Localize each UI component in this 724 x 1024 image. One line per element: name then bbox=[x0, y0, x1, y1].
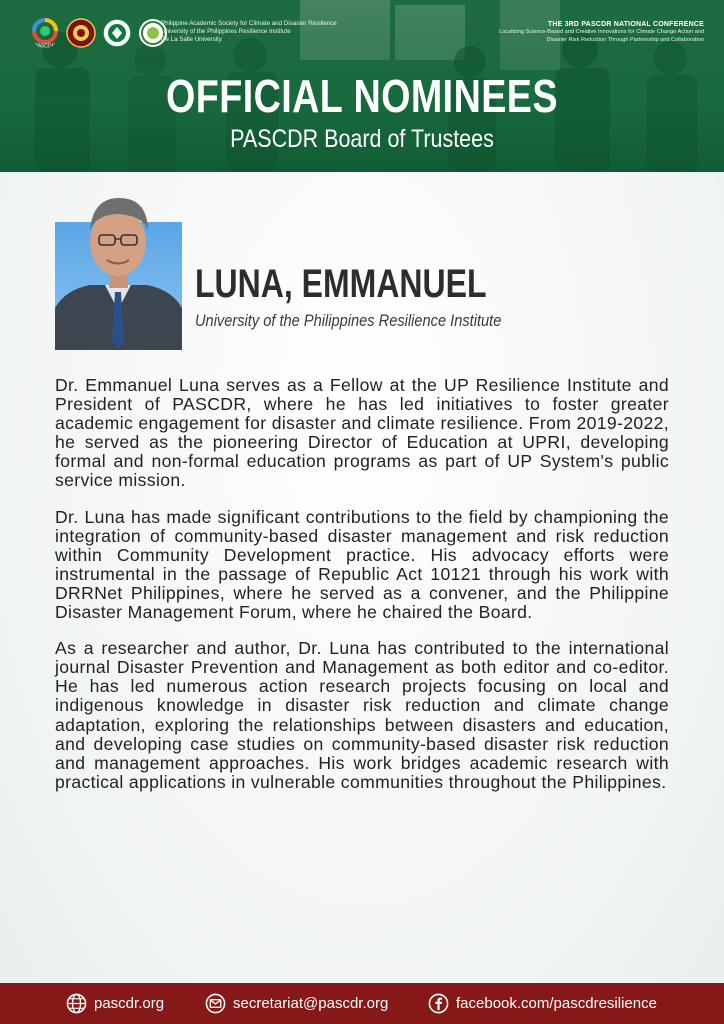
bio-paragraph: Dr. Luna has made significant contributions to the field by championing the integration of community-based disaster management and risk reduction within Community Development practice. His advocacy efforts were instrumental in the passage of Republic Act 10121 through his work with DRRNet Philippines, where he served as a convener, and the Philippine Disaster Management Forum, where he chaired the Board. bbox=[55, 506, 669, 623]
page-title: OFFICIAL NOMINEES bbox=[166, 70, 558, 122]
bio-paragraph: Dr. Emmanuel Luna serves as a Fellow at the UP Resilience Institute and President of PASCDR, where he has led initiatives to foster greater academic engagement for disaster and climate resilience. From 2019-2022, he served as the pioneering Director of Education at UPRI, developing formal and non-formal education programs as part of UP System's public service mission. bbox=[55, 375, 669, 491]
org-line: De La Salle University bbox=[161, 36, 222, 44]
header-banner bbox=[0, 0, 724, 172]
organizer-text bbox=[161, 20, 337, 45]
up-seal-icon bbox=[66, 18, 96, 48]
facebook-icon bbox=[428, 993, 449, 1014]
footer-bar bbox=[0, 983, 724, 1024]
website-text: pascdr.org bbox=[94, 995, 165, 1012]
pascdr-logo-icon bbox=[30, 18, 60, 48]
facebook-text: facebook.com/pascdresilience bbox=[456, 995, 657, 1012]
partner-logos bbox=[30, 18, 168, 48]
conference-subtitle-line: Localizing Science-Based and Creative Innovations for Climate Change Action and bbox=[499, 29, 704, 35]
conference-info bbox=[499, 20, 704, 44]
conference-subtitle-line: Disaster Risk Reduction Through Partnership and Collaboration bbox=[546, 36, 704, 43]
org-line: University of the Philippines Resilience Institute bbox=[161, 28, 291, 36]
bio-paragraph: As a researcher and author, Dr. Luna has contributed to the international journal Disaster Prevention and Management as both editor and co-editor. He has led numerous action research projects focusing on local and indigenous knowledge in disaster risk reduction and climate change adaptation, exploring the relationships between disasters and education, and developing case studies on community-based disaster risk reduction and management approaches. His work bridges academic research with practical applications in vulnerable communities throughout the Philippines. bbox=[55, 638, 669, 792]
email-link[interactable] bbox=[205, 993, 388, 1014]
globe-icon bbox=[66, 993, 87, 1014]
org-line: Philippine Academic Society for Climate and Disaster Resilience bbox=[161, 20, 337, 27]
nominee-portrait bbox=[55, 190, 182, 350]
nominee-name: LUNA, EMMANUEL bbox=[195, 262, 487, 306]
svg-text:PASCDR: PASCDR bbox=[34, 43, 56, 48]
conference-title: THE 3RD PASCDR NATIONAL CONFERENCE bbox=[547, 21, 704, 28]
dlsu-seal-icon bbox=[102, 18, 132, 48]
facebook-link[interactable] bbox=[428, 993, 657, 1014]
nominee-affiliation: University of the Philippines Resilience Institute bbox=[195, 311, 502, 330]
email-icon bbox=[205, 993, 226, 1014]
website-link[interactable] bbox=[66, 993, 164, 1014]
email-text: secretariat@pascdr.org bbox=[233, 995, 389, 1012]
page-subtitle: PASCDR Board of Trustees bbox=[230, 125, 494, 153]
nominee-bio bbox=[55, 376, 669, 809]
